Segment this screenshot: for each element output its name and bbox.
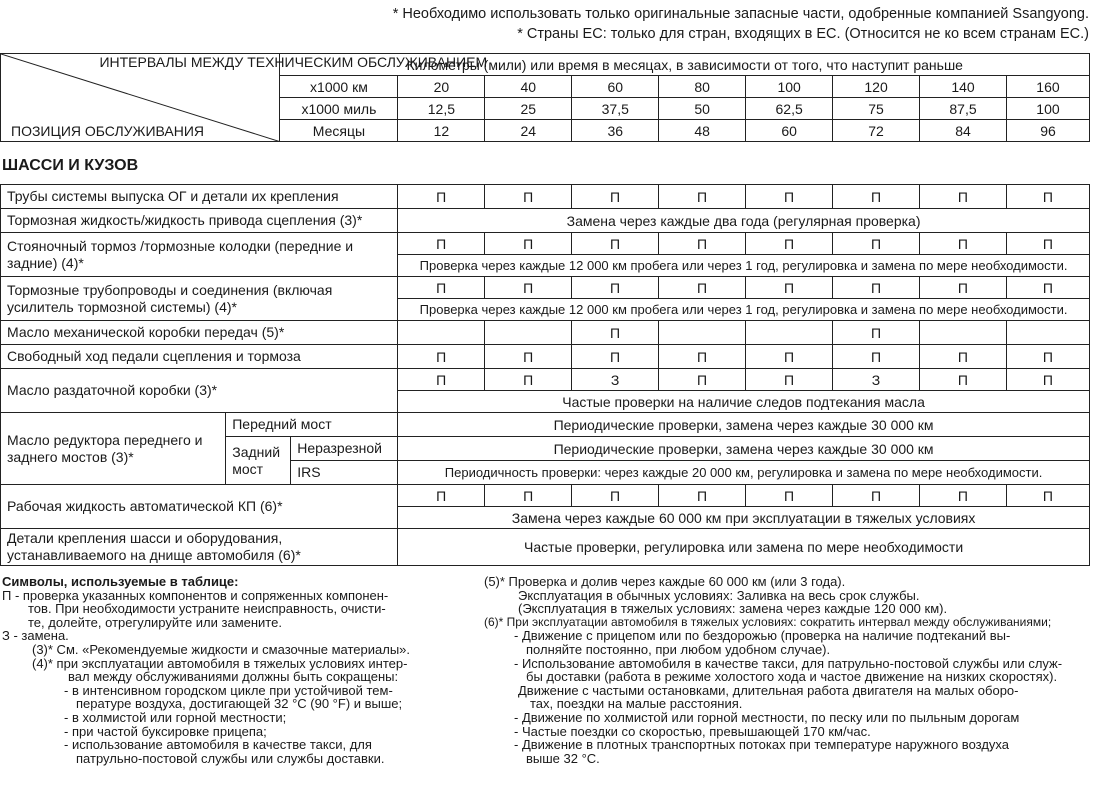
miles-row: x1000 миль 12,5 25 37,5 50 62,5 75 87,5 100 (1, 98, 1090, 120)
notes (393, 4, 1089, 44)
chassis-body-table (0, 184, 1090, 566)
table-row: Проверка через каждые 12 000 км пробега или через 1 год, регулировка и замена по мере необходимости. (1, 299, 1090, 321)
note-eu: * Страны ЕС: только для стран, входящих в ЕС. (Относится не ко всем странам ЕС.) (517, 26, 1089, 42)
table-row: Частые проверки на наличие следов подтекания масла (1, 391, 1090, 413)
footer-legend-right: (5)* Проверка и долив через каждые 60 000 км (или 3 года). Эксплуатация в обычных условиях: Заливка на весь срок службы. (Эксплуатация в тяжелых условиях: замена через каждые 120 000 км). (6)* При эксплуатации автомобиля в тяжелых условиях: сократить интервал между обслуживаниями; - Движение с прицепом или по бездорожью (проверка на наличие подтеканий вы- полняйте постоянно, при любом удобном случае). - Использование автомобиля в качестве такси, для патрульно-постовой службы или служ- бы доставки (работа в режиме холостого хода и частое движение на низких скоростях). Движение с частыми остановками, длительная работа двигателя на малых оборо- тах, поездки на малые расстояния. - Движение по холмистой или горной местности, по песку или по пыльным дорогам - Частые поездки со скоростью, превышающей 170 км/час. - Движение в плотных транспортных потоках при температуре наружного воздуха выше 32 °C. (484, 574, 1063, 766)
table-row: Задний мост Неразрезной Периодические проверки, замена через каждые 30 000 км (1, 437, 1090, 461)
table-row: Тормозные трубопроводы и соединения (включая усилитель тормозной системы) (4)* П П П П П П П П (1, 277, 1090, 299)
header-corner (1, 54, 488, 142)
service-item-heading: ПОЗИЦИЯ ОБСЛУЖИВАНИЯ (11, 123, 205, 139)
table-row: Проверка через каждые 12 000 км пробега или через 1 год, регулировка и замена по мере необходимости. (1, 255, 1090, 277)
interval-header-table (0, 53, 1090, 142)
table-row: Масло механической коробки передач (5)* П П (1, 321, 1090, 345)
table-row: IRS Периодичность проверки: через каждые 20 000 км, регулировка и замена по мере необходимости. (1, 461, 1090, 485)
table-row: Трубы системы выпуска ОГ и детали их крепления П П П П П П П П (1, 185, 1090, 209)
table-row: Тормозная жидкость/жидкость привода сцепления (3)* Замена через каждые два года (регулярная проверка) (1, 209, 1090, 233)
months-row: Месяцы 12 24 36 48 60 72 84 96 (1, 120, 1090, 142)
footer-legend-left: Символы, используемые в таблице: П - проверка указанных компонентов и сопряженных компонен- тов. При необходимости устраните неисправность, очисти- те, долейте, отрегулируйте или замените. З - замена. (3)* См. «Рекомендуемые жидкости и смазочные материалы». (4)* при эксплуатации автомобиля в тяжелых условиях интер- вал между обслуживаниями должны быть сокращены: - в интенсивном городском цикле при устойчивой тем- пературе воздуха, достигающей 32 °C (90 °F) и выше; - в холмистой или горной местности; - при частой буксировке прицепа; - использование автомобиля в качестве такси, для патрульно-постовой службы или службы доставки. (2, 574, 411, 766)
table-row: Свободный ход педали сцепления и тормоза П П П П П П П П (1, 345, 1090, 369)
interval-heading: ИНТЕРВАЛЫ МЕЖДУ ТЕХНИЧЕСКИМ ОБСЛУЖИВАНИЕМ (99, 54, 488, 70)
table-row: Замена через каждые 60 000 км при эксплуатации в тяжелых условиях (1, 507, 1090, 529)
table-row: Рабочая жидкость автоматической КП (6)* П П П П П П П П (1, 485, 1090, 507)
section-title: ШАССИ И КУЗОВ (2, 157, 139, 174)
table-row: Стояночный тормоз /тормозные колодки (передние и задние) (4)* П П П П П П П П (1, 233, 1090, 255)
km-row: x1000 км 20 40 60 80 100 120 140 160 (1, 76, 1090, 98)
note-original-parts: * Необходимо использовать только оригинальные запасные части, одобренные компанией Ssangyong. (392, 6, 1089, 22)
header-span-title: Километры (мили) или время в месяцах, в зависимости от того, что наступит раньше (280, 54, 1090, 76)
table-row: Масло редуктора переднего и заднего мостов (3)* Передний мост Периодические проверки, замена через каждые 30 000 км (1, 413, 1090, 437)
table-row: Детали крепления шасси и оборудования, устанавливаемого на днище автомобиля (6)* Частые проверки, регулировка или замена по мере необходимости (1, 529, 1090, 566)
table-row: Масло раздаточной коробки (3)* П П З П П З П П (1, 369, 1090, 391)
